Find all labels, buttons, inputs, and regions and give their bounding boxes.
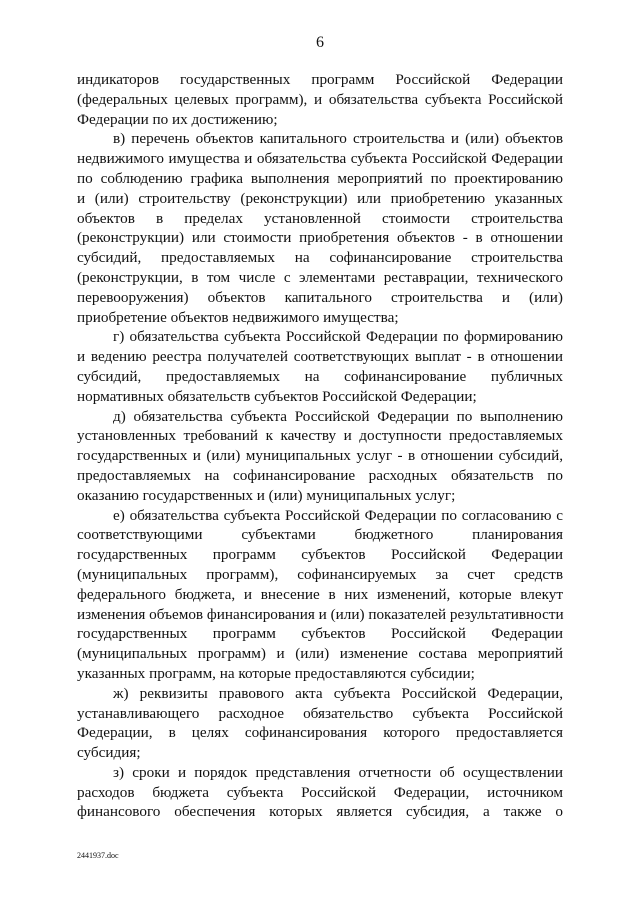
paragraph-item-d [77,407,563,506]
text-line: установленных требований к качеству и доступности предоставляемых [77,427,563,445]
text-line: недвижимого имущества и обязательства субъекта Российской Федерации [77,150,563,168]
text-line: субсидий, предоставляемых на софинансирование публичных [77,367,563,385]
text-line: федерального бюджета, и внесение в них изменений, которые влекут [77,585,563,603]
text-line: изменения объемов финансирования и (или) показателей результативности [77,605,564,623]
document-body [77,70,563,822]
text-line: ж) реквизиты правового акта субъекта Российской Федерации, [113,684,563,702]
text-line: (муниципальных программ), софинансируемых за счет средств [77,565,563,583]
text-line: предоставляемых на софинансирование расходных обязательств по [77,466,563,484]
text-line: расходов бюджета субъекта Российской Федерации, источником [77,783,563,801]
text-line: индикаторов государственных программ Российской Федерации [77,71,563,88]
text-line: и ведению реестра получателей соответствующих выплат - в отношении [77,348,563,366]
paragraph-item-v [77,129,563,327]
text-line: нормативных обязательств субъектов Российской Федерации; [77,387,477,405]
text-line: субсидий, предоставляемых на софинансирование строительства [77,249,563,267]
page-number: 6 [316,34,324,51]
text-line: соответствующими субъектами бюджетного планирования [77,526,563,544]
document-file-code: 2441937.doc [77,851,119,860]
text-line: в) перечень объектов капитального строительства и (или) объектов [113,130,563,148]
text-line: и (или) строительству (реконструкции) или приобретению указанных [77,189,563,207]
text-line: государственных программ субъектов Российской Федерации [77,625,563,643]
text-line: финансового обеспечения которых является субсидия, а также о [77,803,563,821]
text-line: устанавливающего расходное обязательство субъекта Российской [77,704,563,722]
text-line: Федерации по их достижению; [77,110,278,128]
text-line: (реконструкции) или стоимости приобретения объектов - в отношении [77,229,563,247]
text-line: объектов в пределах установленной стоимости строительства [77,209,563,227]
text-line: приобретение объектов недвижимого имущества; [77,308,399,326]
paragraph-item-z [77,763,563,822]
paragraph-item-g [77,327,563,406]
paragraph-continuation [77,70,563,129]
text-line: (реконструкции, в том числе с элементами реставрации, технического [77,268,563,286]
text-line: государственных и (или) муниципальных услуг - в отношении субсидий, [77,447,563,465]
paragraph-item-e [77,506,563,684]
paragraph-item-zh [77,684,563,763]
text-line: Федерации, в целях софинансирования которого предоставляется [77,724,563,742]
text-line: по соблюдению графика выполнения мероприятий по проектированию [77,169,563,187]
text-line: (муниципальных программ) и (или) изменение состава мероприятий [77,645,563,663]
text-line: (федеральных целевых программ), и обязательства субъекта Российской [77,90,563,108]
text-line: субсидия; [77,744,141,762]
text-line: г) обязательства субъекта Российской Федерации по формированию [113,328,563,346]
text-line: перевооружения) объектов капитального строительства и (или) [77,288,563,306]
text-line: оказанию государственных и (или) муниципальных услуг; [77,486,456,504]
text-line: з) сроки и порядок представления отчетности об осуществлении [113,763,563,781]
text-line: д) обязательства субъекта Российской Федерации по выполнению [113,407,563,425]
text-line: указанных программ, на которые предоставляются субсидии; [77,664,475,682]
text-line: е) обязательства субъекта Российской Федерации по согласованию с [113,506,563,524]
text-line: государственных программ субъектов Российской Федерации [77,546,563,564]
